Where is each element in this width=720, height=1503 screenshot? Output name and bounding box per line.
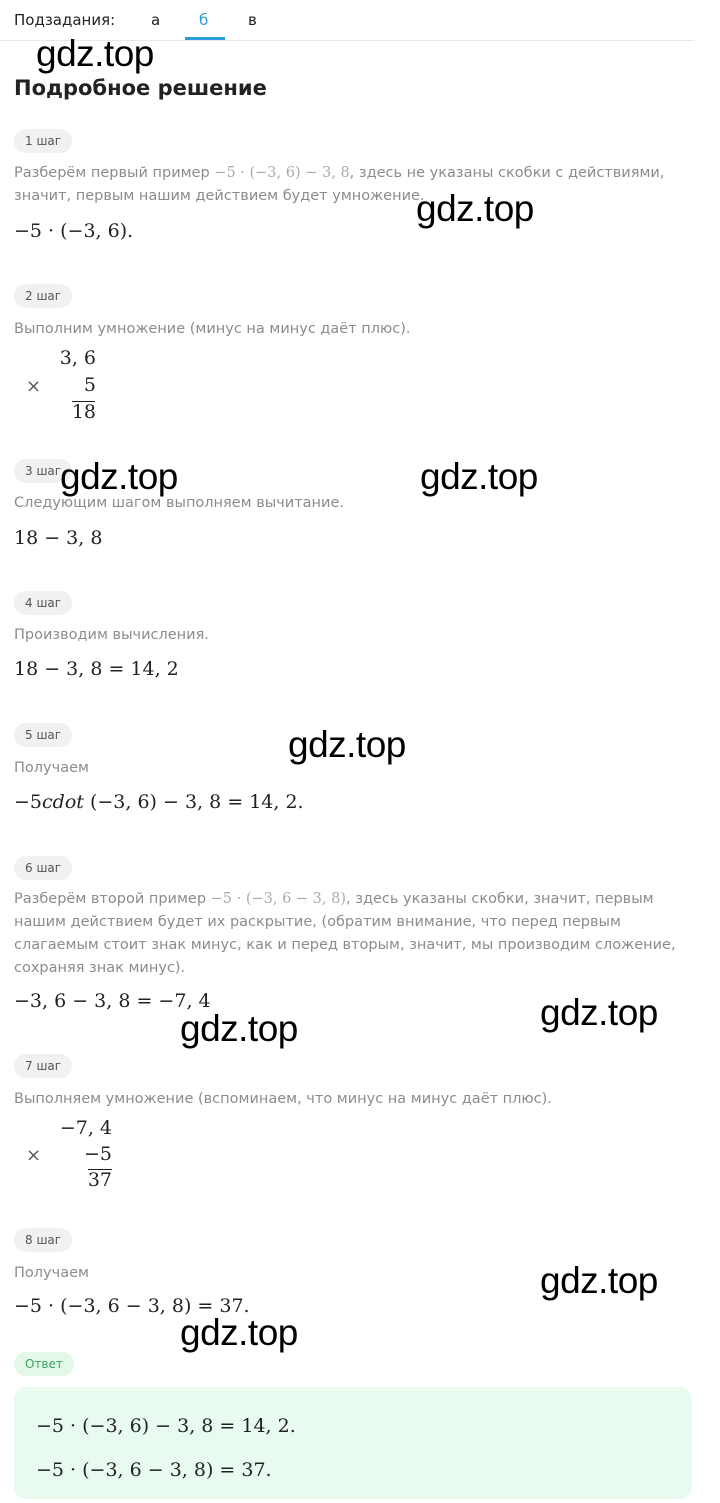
step-8-badge: 8 шаг xyxy=(14,1228,72,1252)
watermark: gdz.top xyxy=(416,188,534,229)
step-2-badge: 2 шаг xyxy=(14,284,72,308)
subtask-tabs-label: Подзадания: xyxy=(14,11,116,29)
mult-2-result: 37 xyxy=(87,1169,112,1191)
step-8-description: Получаем xyxy=(14,1265,89,1281)
step-5-badge: 5 шаг xyxy=(14,723,72,747)
step-4-badge: 4 шаг xyxy=(14,591,72,615)
answer-line-1: −5 · (−3, 6) − 3, 8 = 14, 2. xyxy=(36,1415,296,1437)
step-7-badge: 7 шаг xyxy=(14,1054,72,1078)
watermark: gdz.top xyxy=(420,456,538,497)
step-6-math: −3, 6 − 3, 8 = −7, 4 xyxy=(14,990,211,1012)
step-5-math: −5cdot (−3, 6) − 3, 8 = 14, 2. xyxy=(14,791,304,813)
step-6-description: Разберём второй пример −5 · (−3, 6 − 3, 8), здесь указаны скобки, значит, первым нашим действием будет их раскрытие, (обратим внимание, что перед первым слагаемым стоит знак минус, как и перед вторым, значит, мы производим сложение, сохраняя знак минус). xyxy=(14,891,676,976)
step-4-math: 18 − 3, 8 = 14, 2 xyxy=(14,658,179,680)
watermark: gdz.top xyxy=(180,1008,298,1049)
answer-box xyxy=(14,1387,692,1499)
mult-1-bottom: 5 xyxy=(83,374,96,396)
step-2-description: Выполним умножение (минус на минус даёт плюс). xyxy=(14,321,411,337)
watermark: gdz.top xyxy=(180,1312,298,1353)
solution-title: Подробное решение xyxy=(14,76,267,100)
multiply-sign: × xyxy=(26,376,42,397)
answer-line-2: −5 · (−3, 6 − 3, 8) = 37. xyxy=(36,1459,272,1481)
step-7-description: Выполняем умножение (вспоминаем, что минус на минус даёт плюс). xyxy=(14,1091,552,1107)
step-3-description: Следующим шагом выполняем вычитание. xyxy=(14,495,344,511)
step-1-math: −5 · (−3, 6). xyxy=(14,220,134,242)
step-3-math: 18 − 3, 8 xyxy=(14,527,103,549)
active-tab-indicator xyxy=(185,37,225,40)
step-4-description: Производим вычисления. xyxy=(14,627,209,643)
watermark: gdz.top xyxy=(540,992,658,1033)
step-1-description: Разберём первый пример −5 · (−3, 6) − 3, 8, здесь не указаны скобки с действиями, значит, первым нашим действием будет умножение. xyxy=(14,165,665,204)
mult-1-result: 18 xyxy=(71,401,96,423)
tab-b[interactable]: б xyxy=(199,11,209,29)
watermark: gdz.top xyxy=(288,724,406,765)
step-5-description: Получаем xyxy=(14,760,89,776)
watermark: gdz.top xyxy=(36,33,154,74)
watermark: gdz.top xyxy=(540,1260,658,1301)
tab-a[interactable]: а xyxy=(151,11,161,29)
watermark: gdz.top xyxy=(60,456,178,497)
mult-1-top: 3, 6 xyxy=(59,347,96,369)
mult-2-top: −7, 4 xyxy=(59,1117,112,1139)
step-3-badge: 3 шаг xyxy=(14,459,72,483)
step-1-badge: 1 шаг xyxy=(14,129,72,153)
multiply-sign-2: × xyxy=(26,1145,42,1166)
mult-2-bottom: −5 xyxy=(83,1143,112,1165)
step-8-math: −5 · (−3, 6 − 3, 8) = 37. xyxy=(14,1295,250,1317)
answer-badge: Ответ xyxy=(14,1352,74,1376)
step-6-badge: 6 шаг xyxy=(14,856,72,880)
tab-v[interactable]: в xyxy=(248,11,257,29)
